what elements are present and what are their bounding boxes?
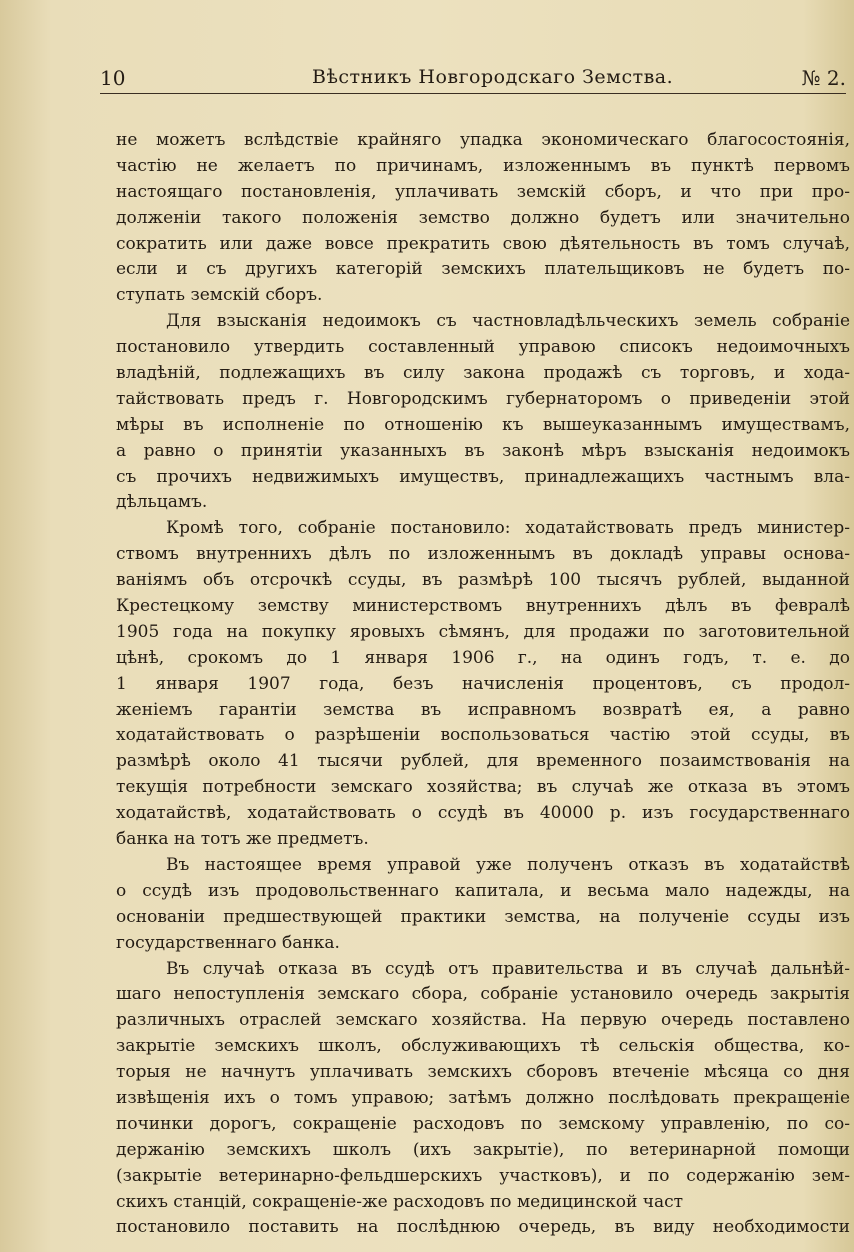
text-line: а равно о принятіи указанныхъ въ законѣ мѣръ взысканія недоимокъ [116,440,850,461]
text-line: (закрытіе ветеринарно-фельдшерскихъ участковъ), и по содержанію зем- [116,1165,850,1186]
text-line: женіемъ гарантіи земства въ исправномъ возвратѣ ея, а равно [116,699,850,720]
text-line: о ссудѣ изъ продовольственнаго капитала, и весьма мало надежды, на [116,880,850,901]
text-line: съ прочихъ недвижимыхъ имуществъ, принадлежащихъ частнымъ вла- [116,466,850,487]
text-line: ствомъ внутреннихъ дѣлъ по изложеннымъ въ докладѣ управы основа- [116,544,850,565]
text-line: постановило поставить на послѣднюю очередь, въ виду необходимости [116,1217,850,1238]
text-line: сократить или даже вовсе прекратить свою дѣятельность въ томъ случаѣ, [116,233,850,254]
text-line: Крестецкому земству министерствомъ внутреннихъ дѣлъ въ февралѣ [116,596,850,617]
text-line: цѣнѣ, срокомъ до 1 января 1906 г., на одинъ годъ, т. е. до [116,647,850,668]
text-line: не можетъ вслѣдствіе крайняго упадка экономическаго благосостоянія, [116,130,850,150]
text-line: настоящаго постановленія, уплачивать земскій сборъ, и что при про- [116,181,850,202]
page-number: 10 [100,66,126,90]
text-line: шаго непоступленія земскаго сбора, собраніе установило очередь закрытія [116,984,850,1005]
text-line: 1 января 1907 года, безъ начисленія процентовъ, съ продол- [116,673,850,694]
text-line: 1905 года на покупку яровыхъ сѣмянъ, для продажи по заготовительной [116,621,850,642]
text-line: починки дорогъ, сокращеніе расходовъ по земскому управленію, по со- [116,1113,850,1134]
text-line: текущія потребности земскаго хозяйства; въ случаѣ же отказа въ этомъ [116,777,850,798]
text-line: государственнаго банка. [116,932,340,953]
text-line: ступать земскій сборъ. [116,285,323,306]
issue-number: № 2. [801,66,846,90]
text-line: постановило утвердить составленный управою списокъ недоимочныхъ [116,337,850,358]
text-line: если и съ другихъ категорій земскихъ плательщиковъ не будетъ по- [116,259,850,280]
text-line: торыя не начнутъ уплачивать земскихъ сборовъ втеченіе мѣсяца со дня [116,1062,850,1083]
header-rule [100,93,846,94]
text-line: банка на тотъ же предметъ. [116,829,369,850]
text-line: мѣры въ исполненіе по отношенію къ вышеуказаннымъ имуществамъ, [116,414,850,435]
text-line: частію не желаетъ по причинамъ, изложеннымъ въ пунктѣ первомъ [116,155,850,176]
page-header [100,66,848,94]
body-text [116,128,850,1241]
text-line: основаніи предшествующей практики земства, на полученіе ссуды изъ [116,906,850,927]
text-line: Въ случаѣ отказа въ ссудѣ отъ правительства и въ случаѣ дальнѣй- [166,958,850,979]
text-line: ходатайствовать о разрѣшеніи воспользоваться частію этой ссуды, въ [116,725,850,746]
text-line: держанію земскихъ школъ (ихъ закрытіе), по ветеринарной помощи [116,1139,850,1160]
text-line: скихъ станцій, сокращеніе-же расходовъ по медицинской част [116,1191,684,1212]
text-line: размѣрѣ около 41 тысячи рублей, для временного позаимствованія на [116,751,850,772]
text-line: дѣльцамъ. [116,492,208,513]
journal-title: Вѣстникъ Новгородскаго Земства. [312,66,674,88]
text-line: ходатайствѣ, ходатайствовать о ссудѣ въ 40000 р. изъ государственнаго [116,803,850,824]
text-line: закрытіе земскихъ школъ, обслуживающихъ тѣ сельскія общества, ко- [116,1036,850,1057]
text-line: Для взысканія недоимокъ съ частновладѣльческихъ земель собраніе [166,311,850,332]
text-line: тайствовать предъ г. Новгородскимъ губернаторомъ о приведеніи этой [116,388,850,409]
text-line: владѣній, подлежащихъ въ силу закона продажѣ съ торговъ, и хода- [116,363,850,384]
text-line: ваніямъ объ отсрочкѣ ссуды, въ размѣрѣ 100 тысячъ рублей, выданной [116,570,850,591]
text-line: Въ настоящее время управой уже полученъ отказъ въ ходатайствѣ [166,854,850,875]
text-line: различныхъ отраслей земскаго хозяйства. На первую очередь поставлено [116,1010,850,1031]
text-line: Кромѣ того, собраніе постановило: ходатайствовать предъ министер- [166,518,850,539]
text-line: извѣщенія ихъ о томъ управою; затѣмъ должно послѣдовать прекращеніе [116,1087,850,1108]
text-line: долженіи такого положенія земство должно будетъ или значительно [116,207,850,228]
